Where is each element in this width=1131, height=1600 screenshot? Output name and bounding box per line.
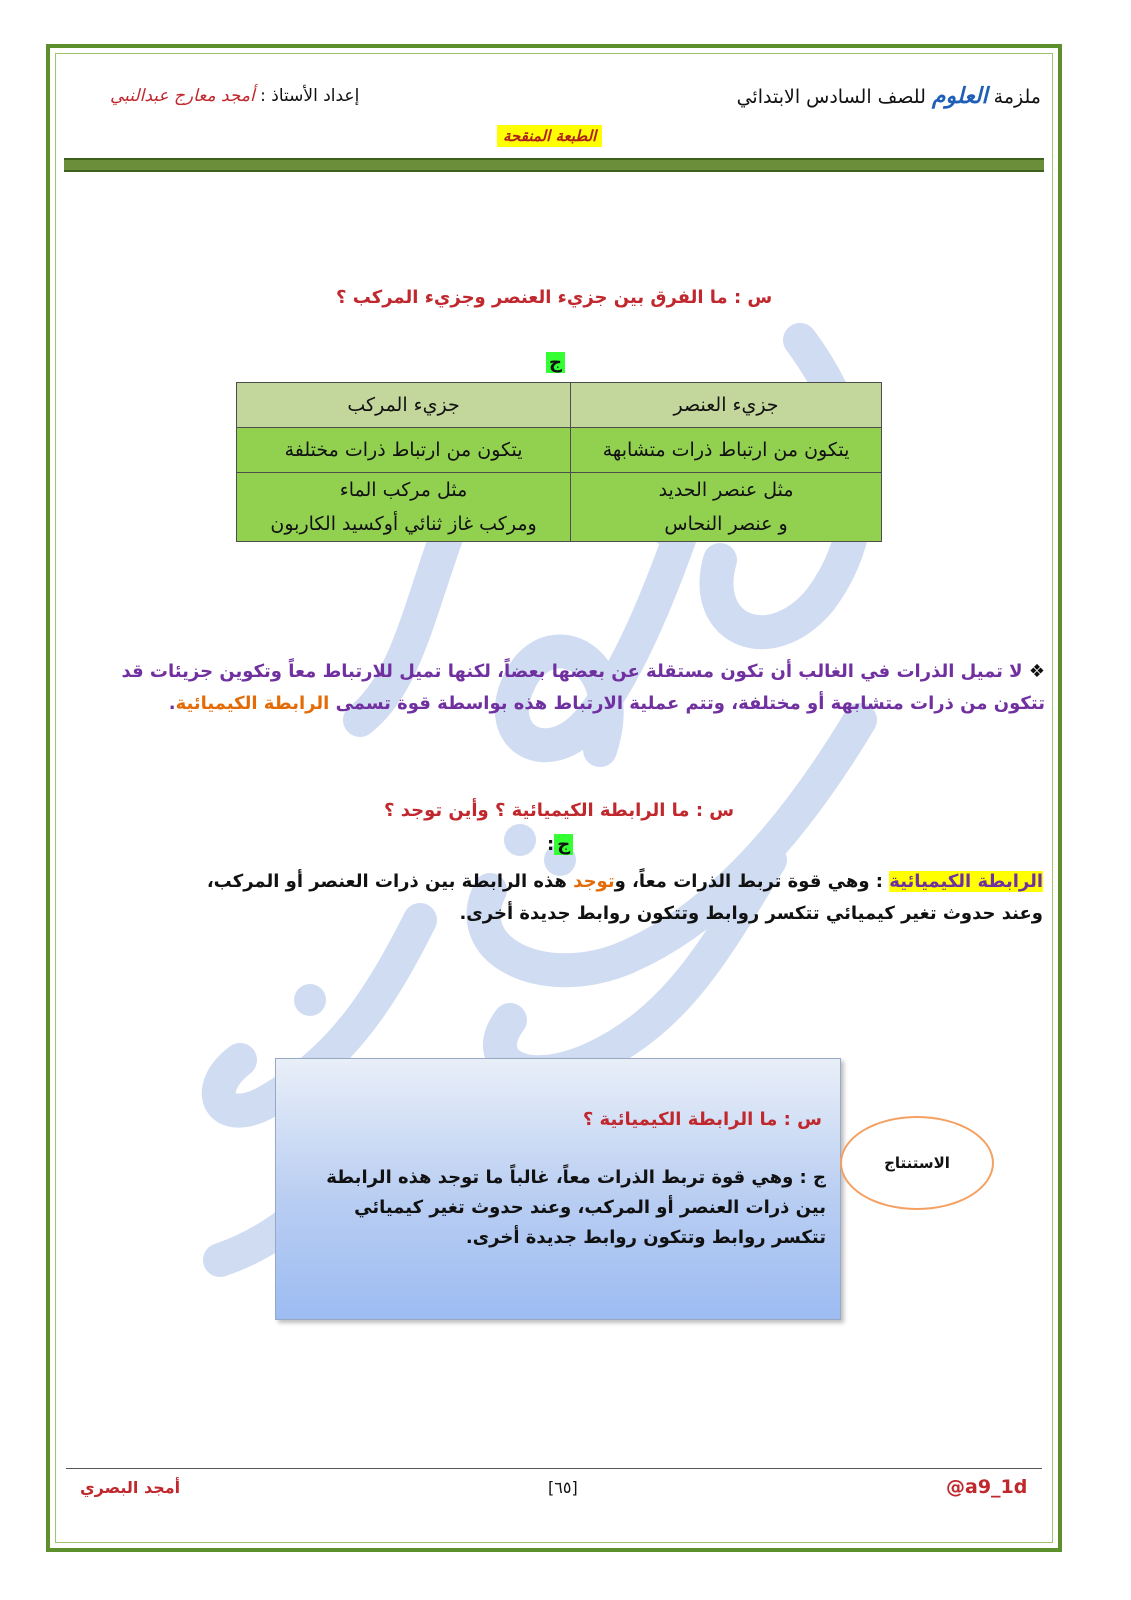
highlight-term: الرابطة الكيميائية (175, 693, 330, 714)
bullet-paragraph: ❖ لا تميل الذرات في الغالب أن تكون مستقلة عن بعضها بعضاً، لكنها تميل للارتباط معاً وتكوين جزيئات قد تتكون من ذرات متشابهة أو مختلفة، وتتم عملية الارتباط هذه بواسطة قوة تسمى الرابطة الكيميائية. (121, 661, 1045, 714)
header-subject: العلوم (931, 84, 988, 109)
definition-term: الرابطة الكيميائية (889, 871, 1043, 892)
author-name: أمجد معارج عبدالنبي (110, 86, 255, 106)
table-cell: ومركب غاز ثنائي أوكسيد الكاربون (237, 507, 571, 542)
answer-mark-2-wrap: ج: (547, 834, 573, 855)
question-2: س : ما الرابطة الكيميائية ؟ وأين توجد ؟ (384, 800, 735, 821)
table-cell: مثل مركب الماء (237, 473, 571, 508)
table-cell: و عنصر النحاس (571, 507, 882, 542)
summary-question: س : ما الرابطة الكيميائية ؟ (582, 1109, 822, 1130)
footer-author: أمجد البصري (80, 1478, 181, 1497)
table-cell: يتكون من ارتباط ذرات مختلفة (237, 428, 571, 473)
table-header: جزيء المركب (237, 383, 571, 428)
bullet-icon: ❖ (1028, 661, 1045, 682)
table-row (237, 428, 882, 473)
table-row (237, 507, 882, 542)
table-cell: يتكون من ارتباط ذرات متشابهة (571, 428, 882, 473)
summary-box (275, 1058, 841, 1320)
header-divider (64, 158, 1044, 172)
answer-mark-2: ج (554, 834, 573, 855)
highlight-exists: توجد (573, 871, 615, 892)
table-row (237, 473, 882, 508)
footer-divider (66, 1468, 1042, 1469)
table-header-row (237, 383, 882, 428)
page-frame (46, 44, 1062, 1552)
header-author: إعداد الأستاذ : أمجد معارج عبدالنبي (110, 86, 360, 106)
comparison-table (236, 382, 882, 542)
page-number: [٦٥] (548, 1478, 578, 1497)
header-title: ملزمة العلوم للصف السادس الابتدائي (736, 84, 1041, 109)
summary-answer: ج : وهي قوة تربط الذرات معاً، غالباً ما توجد هذه الرابطة بين ذرات العنصر أو المركب، وعند حدوث تغير كيميائي تتكسر روابط وتتكون روابط جديدة أخرى. (326, 1167, 826, 1248)
question-1: س : ما الفرق بين جزيء العنصر وجزيء المركب ؟ (336, 287, 773, 308)
answer-mark-1: ج (546, 352, 565, 373)
social-handle: @a9_1d (946, 1476, 1028, 1498)
edition-label: الطبعة المنقحة (497, 125, 602, 147)
conclusion-label: الاستنتاج (840, 1116, 994, 1210)
definition-paragraph: الرابطة الكيميائية : وهي قوة تربط الذرات معاً، وتوجد هذه الرابطة بين ذرات العنصر أو المركب، وعند حدوث تغير كيميائي تتكسر روابط وتتكون روابط جديدة أخرى. (206, 871, 1043, 924)
table-header: جزيء العنصر (571, 383, 882, 428)
table-cell: مثل عنصر الحديد (571, 473, 882, 508)
